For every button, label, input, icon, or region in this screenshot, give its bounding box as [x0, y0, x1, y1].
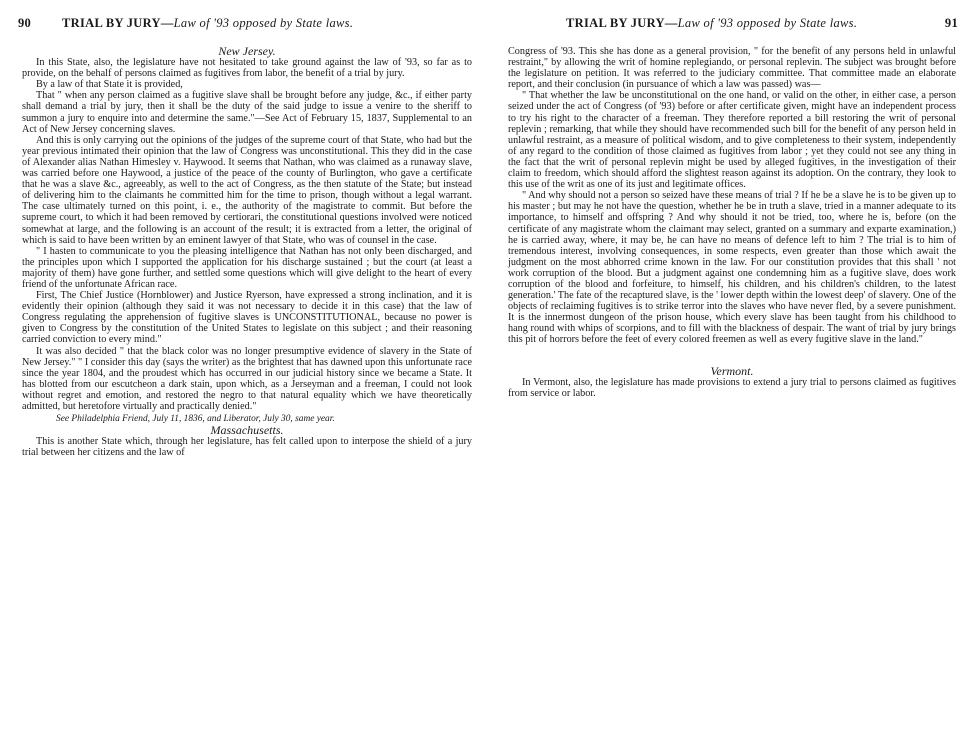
- left-running-title: [62, 16, 353, 31]
- paragraph: " And why should not a person so seized have these means of trial ? If he be a slave he is to be given up to his master ; but may he not have the question, whether he be in truth a slave, tried in a manner adequate to its importance, to himself and offspring ? And why should it not be tried, too, where he is, before (on the certificate of any magistrate whom the claimant may select, granted on a summary and exparte examination,) he is carried away, where, it may be, he can have no means of defence left to him ? The trial is to him of tremendous interest, involving consequences, in some respects, even greater than those which await the judgment on the most abhorred crime known in the law. For our constitution provides that this shall ' not work corruption of the blood. But a judgment against one condemning him as a fugitive slave, does work corruption of the blood and forfeiture, to himself, his children, and his children's children, to the latest generation.' The fate of the recaptured slave, is the ' lower depth within the lowest deep' of slavery. One of the objects of reclaiming fugitives is to strike terror into the slaves who have never fled, by a severe punishment. It is the innermost dungeon of the prison house, which every slave has been taught from his childhood to hang round with whips of scorpions, and to fill with the blackness of despair. The want of trial by jury brings this pit of horrors before the feet of every colored freemen as well as every fugitive slave in the land.": [508, 190, 956, 346]
- section-gap: [508, 346, 956, 366]
- left-header-subtitle: Law of '93 opposed by State laws.: [173, 16, 354, 30]
- paragraph: " I hasten to communicate to you the pleasing intelligence that Nathan has not only been discharged, and the principles upon which I supported the application for his discharge sustained ; but the court (at least a majority of them) have gone further, and settled some questions which will give delight to the heart of every friend of the unfortunate African race.: [22, 245, 472, 290]
- left-page-body: [22, 46, 472, 458]
- paragraph: In Vermont, also, the legislature has made provisions to extend a jury trial to persons claimed as fugitives from service or labor.: [508, 376, 956, 399]
- left-page-number: 90: [18, 16, 32, 30]
- section-title-new-jersey: New Jersey.: [218, 44, 276, 58]
- right-page-number: 91: [944, 16, 958, 30]
- paragraph: First, The Chief Justice (Hornblower) and Justice Ryerson, have expressed a strong inclination, and it is evidently their opinion (although they said it was not necessary to decide it in this case) that the law of Congress regulating the apprehension of fugitive slaves is UNCONSTITUTIONAL, because no power is given to Congress by the constitution of the United States to legislate on this subject ; and their reasoning carried conviction to every mind.": [22, 290, 472, 346]
- paragraph: And this is only carrying out the opinions of the judges of the supreme court of that State, who had but the year previous intimated their opinion that the law of Congress was unconstitutional. This they did in the case of Alexander alias Nathan Himesley v. Haywood. It seems that Nathan, who was claimed as a runaway slave, was carried before one Haywood, a justice of the peace of the county of Burlington, who gave a certificate that he was a slave &c., agreeably, as well to the act of Congress, as the then statute of the State; but instead of delivering him to the claimants he committed him for the time to prison, though without a legal warrant. The case ultimately turned on this point, i. e., the authority of the magistrate to commit. But before the supreme court, to which it had been removed by certiorari, the constitutional questions involved were noticed somewhat at large, and the following is an account of the result; it is extracted from a letter, the original of which is said to have been written by an eminent lawyer of that State, who was of counsel in the case.: [22, 134, 472, 246]
- right-page-body: [508, 46, 956, 399]
- section-title-vermont: Vermont.: [710, 363, 754, 378]
- right-running-title: [566, 16, 857, 31]
- section-title-massachusetts: Massachusetts.: [210, 423, 284, 438]
- paragraph: This is another State which, through her legislature, has felt called upon to interpose the shield of a jury trial between her citizens and the law of: [22, 436, 472, 459]
- paragraph: That " when any person claimed as a fugitive slave shall be brought before any judge, &c., if either party shall demand a trial by jury, then it shall be the duty of the said judge to issue a venire to the sheriff to summon a jury to enquire into and determine the same."—See Act of February 15, 1837, Supplemental to an Act of New Jersey concerning slaves.: [22, 90, 472, 135]
- right-header-subtitle: Law of '93 opposed by State laws.: [677, 16, 858, 30]
- paragraph: " That whether the law be unconstitutional on the one hand, or valid on the other, in either case, a person seized under the act of Congress (of '93) before or after certificate given, might have an independent process to try his right to the character of a freeman. They therefore reported a bill restoring the writ of personal replevin ; remarking, that while they should have recommended such bill for the benefit of any person held in unlawful restraint, as a measure of political wisdom, and to give completeness to their system, independently of any regard to the condition of those claimed as fugitives from labor ; yet they could not see any thing in the fact that the writ of personal replevin might be used by alleged fugitives, in the investigation of their claim to freedom, which should afford the slightest reason against its adoption. On the contrary, they look to this use of the writ as one of its just and legitimate offices.: [508, 90, 956, 191]
- paragraph: It was also decided " that the black color was no longer presumptive evidence of slavery in the State of New Jersey." " I consider this day (says the writer) as the brightest that has dawned upon this unfortunate race since the year 1804, and the proudest which has occurred in our judicial history since we became a State. It has blotted from our escutcheon a dark stain, upon which, as a Jerseyman and a freeman, I could not look without regret and emotion, and restored the negro to that natural equality which we have theoretically admitted, but heretofore virtually and practically denied.": [22, 345, 472, 412]
- paragraph: In this State, also, the legislature have not hesitated to take ground against the law of '93, so far as to provide, on the behalf of persons claimed as fugitives from labor, the benefit of a trial by jury.: [22, 57, 472, 80]
- right-page: [490, 0, 980, 737]
- paragraph: Congress of '93. This she has done as a general provision, " for the benefit of any persons held in unlawful restraint," by allowing the writ of homine replegiando, or personal replevin. The subject was brought before the legislature on petition. It was referred to the judiciary committee. That committee made an elaborate report, and their conclusion (in pursuance of which a law was passed) was—: [508, 46, 956, 91]
- paragraph: By a law of that State it is provided,: [36, 79, 183, 91]
- citation: See Philadelphia Friend, July 11, 1836, and Liberator, July 30, same year.: [56, 414, 335, 425]
- right-page-header: [490, 14, 980, 34]
- left-page-header: [0, 14, 490, 34]
- left-header-title: TRIAL BY JURY—: [62, 16, 174, 30]
- right-header-title: TRIAL BY JURY—: [566, 16, 678, 30]
